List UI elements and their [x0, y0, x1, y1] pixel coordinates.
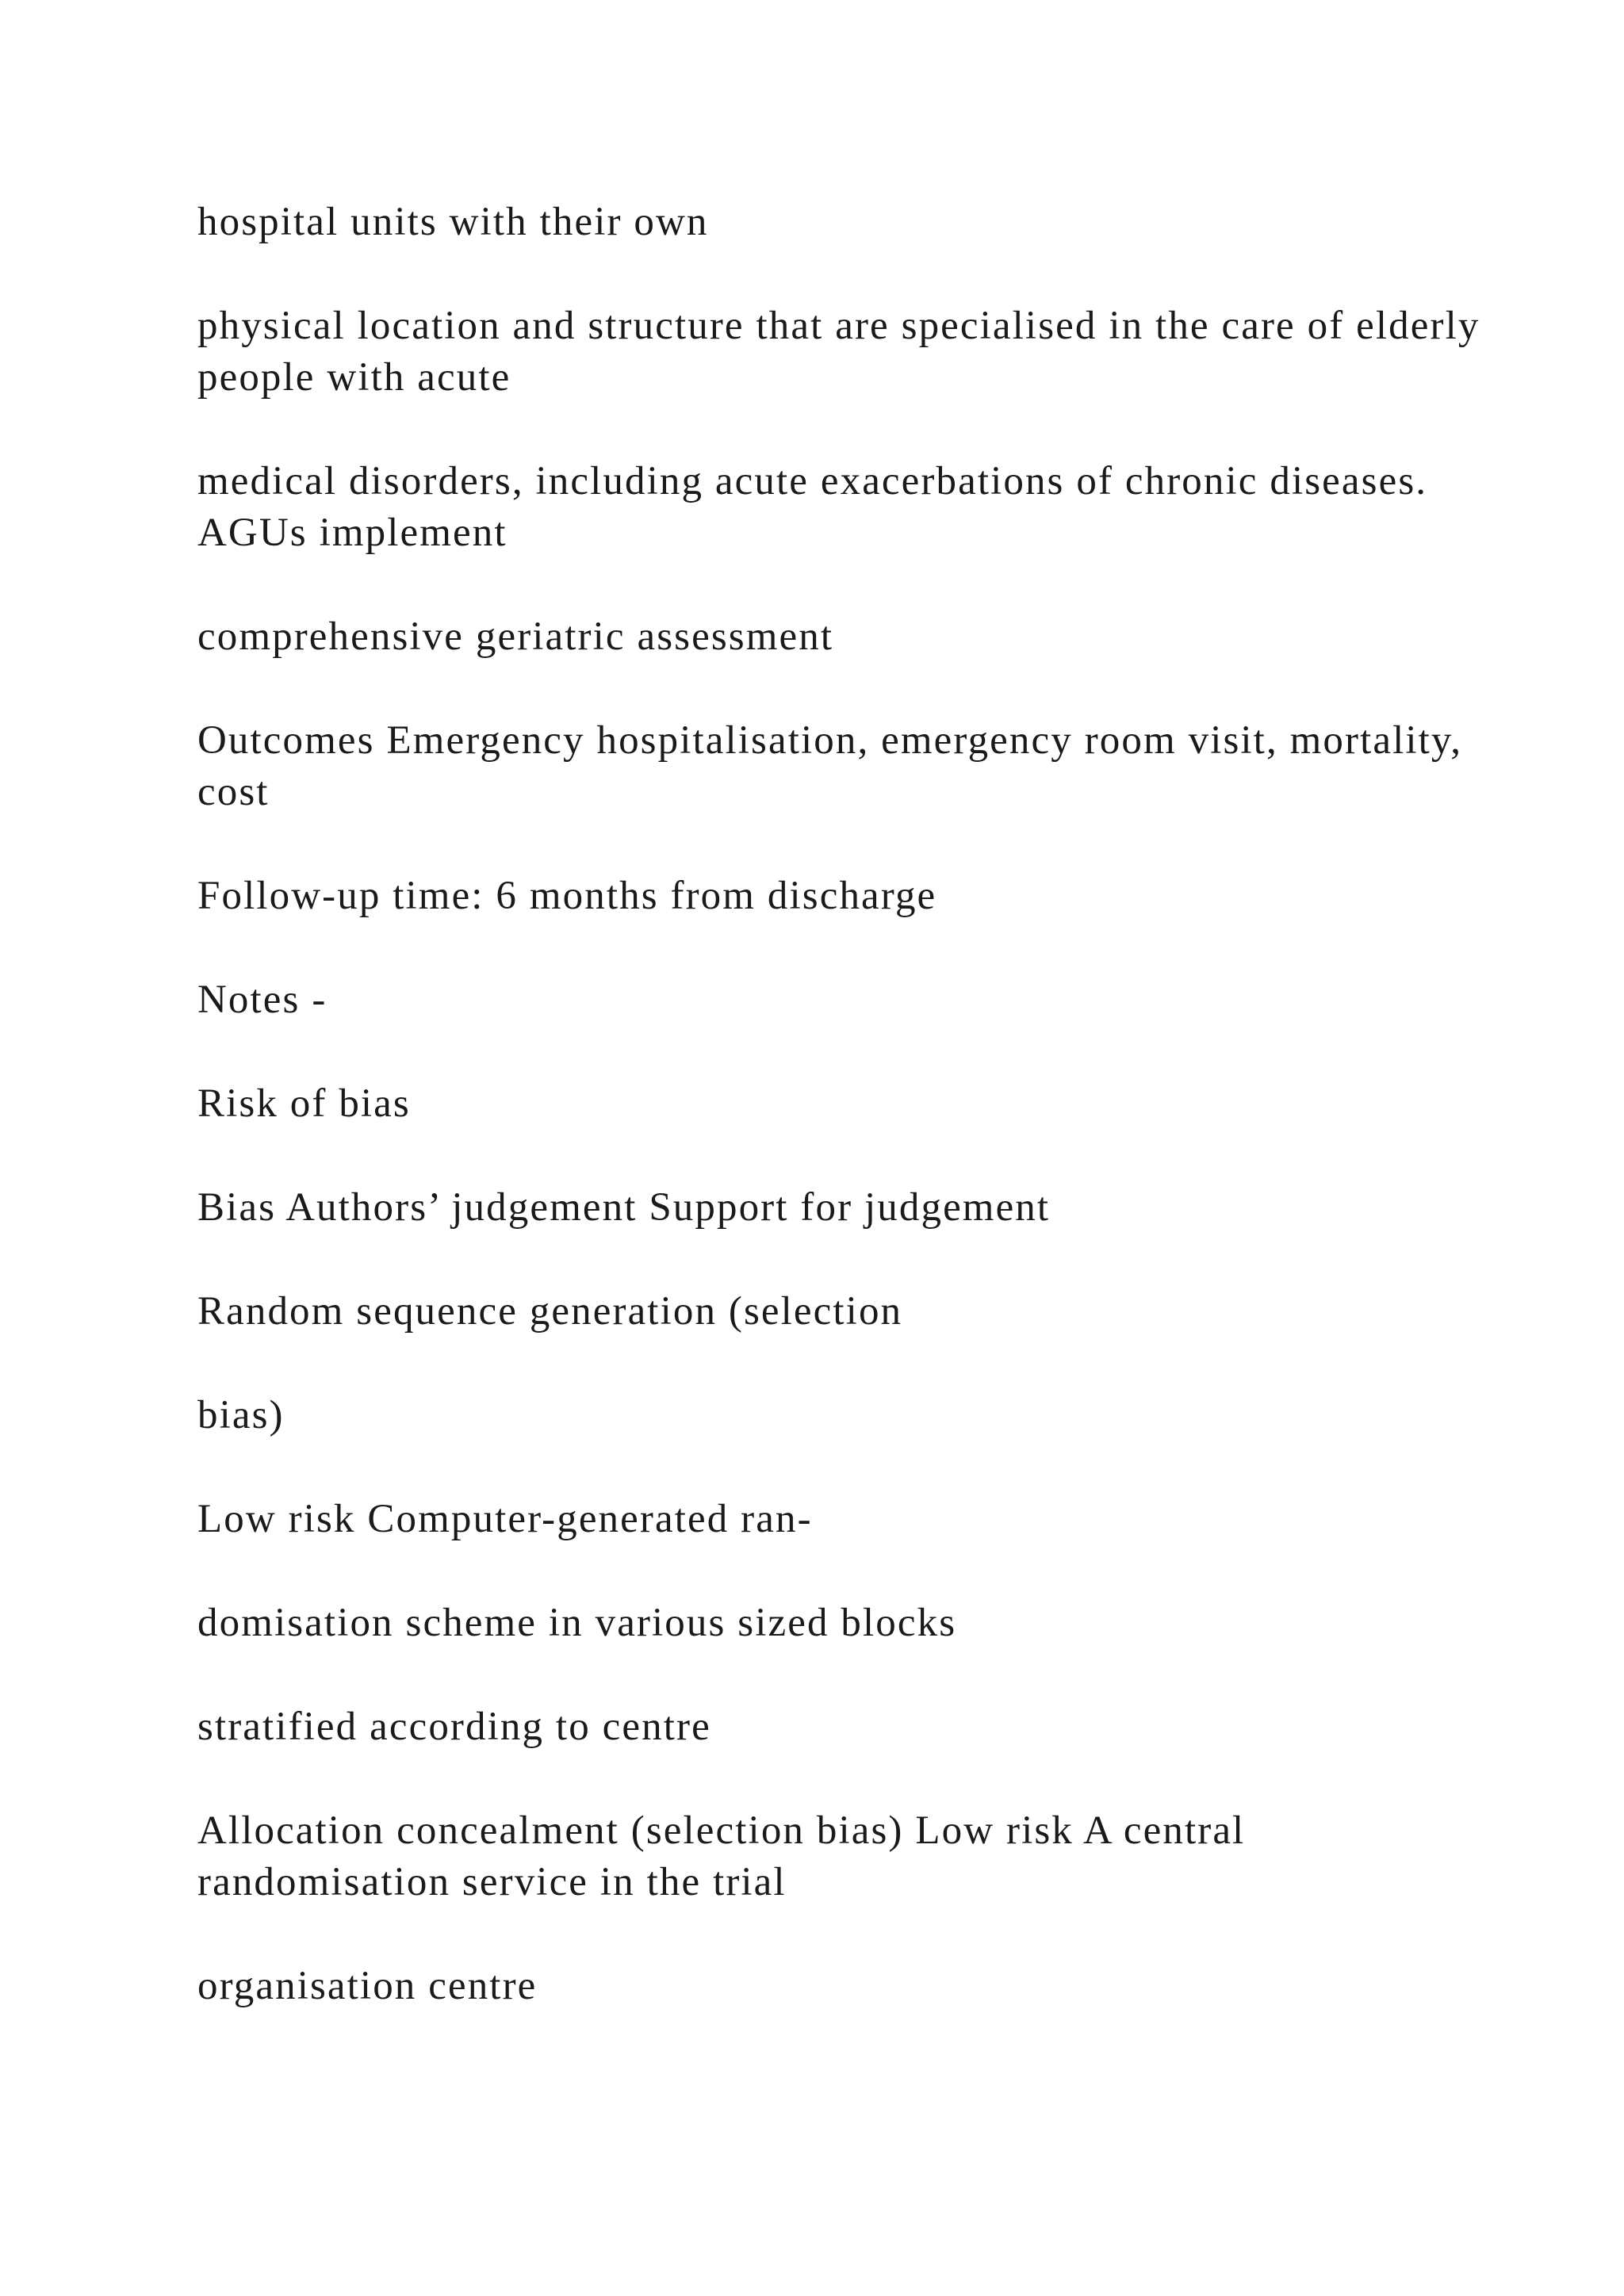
paragraph: stratified according to centre [197, 1705, 711, 1749]
paragraph: domisation scheme in various sized blocks [197, 1601, 957, 1645]
paragraph: Follow-up time: 6 months from discharge [197, 874, 937, 918]
paragraph: Notes - [197, 978, 327, 1022]
paragraph: Low risk Computer-generated ran- [197, 1497, 813, 1541]
paragraph: hospital units with their own [197, 200, 709, 244]
paragraph: physical location and structure that are specialised in the care of elderly people with acute [197, 304, 1480, 400]
document-body [197, 197, 1498, 2064]
table-header-row: Bias Authors’ judgement Support for judgement [197, 1185, 1051, 1230]
paragraph: comprehensive geriatric assessment [197, 614, 834, 659]
paragraph: Random sequence generation (selection [197, 1289, 903, 1334]
paragraph: medical disorders, including acute exacerbations of chronic diseases. AGUs implement [197, 459, 1428, 555]
paragraph: organisation centre [197, 1964, 538, 2008]
section-heading: Risk of bias [197, 1081, 411, 1126]
paragraph: bias) [197, 1393, 285, 1437]
paragraph: Allocation concealment (selection bias) Low risk A central randomisation service in the trial [197, 1808, 1246, 1904]
paragraph: Outcomes Emergency hospitalisation, emergency room visit, mortality, cost [197, 718, 1463, 814]
